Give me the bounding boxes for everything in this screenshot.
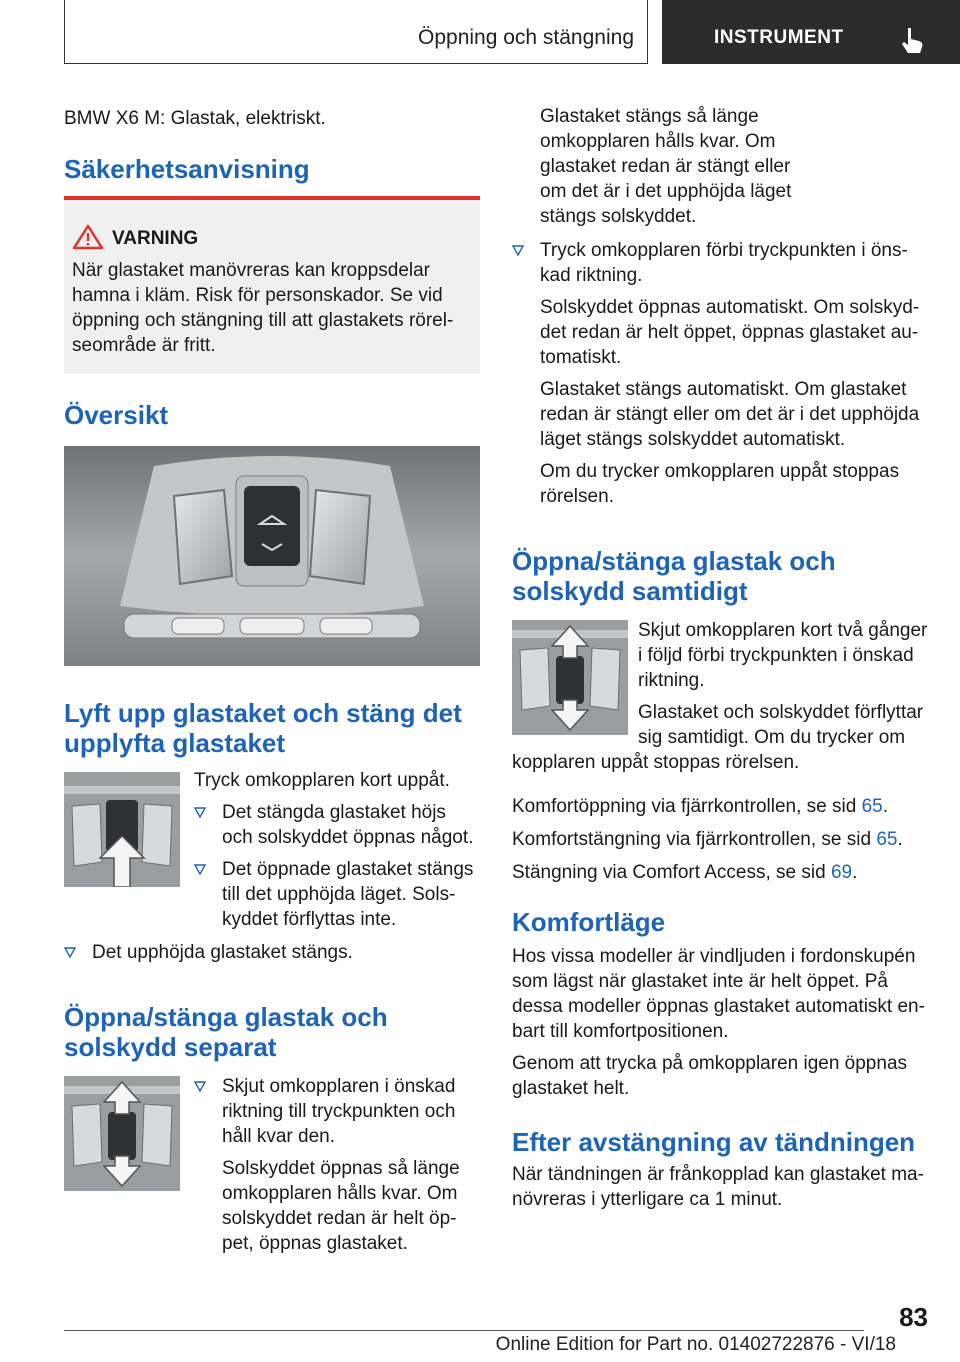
comfort-close-text: Komfortstängning via fjärrkontrollen, se sid xyxy=(512,829,877,850)
comfort-refs xyxy=(512,794,928,885)
separate-heading: Öppna/stänga glastak och solskydd separat xyxy=(64,1002,388,1062)
comfort-access-end: . xyxy=(852,862,858,883)
header-section-title: Öppning och stängning xyxy=(418,26,634,49)
komfort-paragraph-2: Genom att trycka på omkopplaren igen öppnas glastaket helt. xyxy=(512,1053,908,1099)
warning-triangle-icon xyxy=(72,224,104,250)
switch-double-illustration xyxy=(512,620,628,735)
after-ignition-paragraph: När tändningen är frånkopplad kan glastaket manövreras i ytterligare ca 1 minut. xyxy=(512,1164,924,1210)
switch-up-photo xyxy=(64,772,180,887)
komfort-paragraph-1: Hos vissa modeller är vindljuden i fordonskupén som lägst när glastaket inte är helt öppet. På dessa modeller öppnas glastaket automatiskt enbart till komfortpositionen. xyxy=(512,946,925,1042)
footer-edition: Online Edition for Part no. 01402722876 - VI/18 xyxy=(495,1334,896,1355)
footer-divider xyxy=(64,1330,864,1331)
bullet-triangle-icon xyxy=(64,947,76,958)
comfort-open-page-link[interactable]: 65 xyxy=(861,796,883,817)
safety-heading: Säkerhetsanvisning xyxy=(64,154,310,184)
separate-paragraph: Solskyddet öppnas så länge omkopplaren hålls kvar. Om solskyddet redan är helt öppet, öppnas glastaket. xyxy=(222,1158,460,1254)
warning-title: VARNING xyxy=(112,228,199,249)
model-line: BMW X6 M: Glastak, elektriskt. xyxy=(64,108,326,129)
roof-console-photo xyxy=(64,446,480,666)
comfort-close-page-link[interactable]: 65 xyxy=(876,829,898,850)
stop-movement-paragraph: Om du trycker omkopplaren uppåt stoppas rörelsen. xyxy=(540,461,900,507)
lift-bullets xyxy=(194,800,480,932)
lift-bullet-2 xyxy=(194,857,480,932)
past-point-bullet-text: Tryck omkopplaren förbi tryckpunkten i önskad riktning. xyxy=(540,240,908,286)
bullet-triangle-icon xyxy=(194,1081,206,1092)
switch-updown-illustration xyxy=(64,1076,180,1191)
comfort-close-end: . xyxy=(897,829,903,850)
auto-close-paragraph: Glastaket stängs automatiskt. Om glastaket redan är stängt eller om det är i det upphöjda läget stängs solskyddet automatiskt. xyxy=(540,379,920,450)
header-chapter-tab[interactable] xyxy=(662,0,960,64)
overview-heading: Översikt xyxy=(64,400,169,430)
simultaneous-paragraph-2a: Glastaket och solskyddet förflyttar sig samtidigt. Om du trycker om xyxy=(638,702,924,748)
comfort-open-ref xyxy=(512,794,928,819)
lift-bullet-2-text: Det öppnade glastaket stängs till det upphöjda läget. Solskyddet förflyttas inte. xyxy=(222,859,474,930)
pointing-hand-icon xyxy=(900,26,926,54)
comfort-access-ref xyxy=(512,860,928,885)
comfort-open-end: . xyxy=(882,796,888,817)
after-ignition-heading: Efter avstängning av tändningen xyxy=(512,1127,916,1157)
bullet-triangle-icon xyxy=(194,864,206,875)
lift-intro: Tryck omkopplaren kort uppåt. xyxy=(194,770,450,791)
lift-bullet-1-text: Det stängda glastaket höjs och solskyddet öppnas något. xyxy=(222,802,474,848)
simultaneous-text xyxy=(638,618,928,750)
simultaneous-paragraph-2b: kopplaren uppåt stoppas rörelsen. xyxy=(512,752,800,773)
close-while-held-paragraph: Glastaket stängs så länge omkopplaren hålls kvar. Om glastaket redan är stängt eller om det är i det upphöjda läget stängs solskyddet. xyxy=(540,106,792,227)
comfort-open-text: Komfortöppning via fjärrkontrollen, se sid xyxy=(512,796,862,817)
lift-bullet-3 xyxy=(64,940,508,965)
switch-double-photo xyxy=(512,620,628,735)
lift-bullet-3-text: Det upphöjda glastaket stängs. xyxy=(92,942,353,963)
lift-heading: Lyft upp glastaket och stäng det upplyfta glastaket xyxy=(64,698,462,758)
warning-text: När glastaket manövreras kan kroppsdelar hamna i kläm. Risk för personskador. Se vid öppning och stängning till att glastakets rörelseområde är fritt. xyxy=(72,260,454,356)
warning-box xyxy=(64,196,480,374)
comfort-close-ref xyxy=(512,827,928,852)
simultaneous-paragraph-1: Skjut omkopplaren kort två gånger i följd förbi tryckpunkten i önskad riktning. xyxy=(638,620,928,691)
simultaneous-heading: Öppna/stänga glastak och solskydd samtidigt xyxy=(512,546,836,606)
separate-bullet xyxy=(194,1074,480,1149)
page-number: 83 xyxy=(899,1302,928,1332)
comfort-access-text: Stängning via Comfort Access, se sid xyxy=(512,862,831,883)
separate-block xyxy=(194,1074,480,1256)
bullet-triangle-icon xyxy=(194,807,206,818)
past-point-bullet xyxy=(512,238,928,288)
roof-console-illustration xyxy=(64,446,480,666)
bullet-triangle-icon xyxy=(512,245,524,256)
switch-up-illustration xyxy=(64,772,180,887)
comfort-access-page-link[interactable]: 69 xyxy=(830,862,853,883)
chapter-tab-label: INSTRUMENT xyxy=(714,27,844,48)
auto-open-paragraph: Solskyddet öppnas automatiskt. Om solskyddet redan är helt öppet, öppnas glastaket automatiskt. xyxy=(540,297,920,368)
lift-bullet-1 xyxy=(194,800,480,850)
separate-bullet-text: Skjut omkopplaren i önskad riktning till tryckpunkten och håll kvar den. xyxy=(222,1076,456,1147)
komfort-heading: Komfortläge xyxy=(512,907,666,937)
switch-updown-photo xyxy=(64,1076,180,1191)
right-top-block xyxy=(512,104,928,509)
komfort-block xyxy=(512,944,928,1101)
